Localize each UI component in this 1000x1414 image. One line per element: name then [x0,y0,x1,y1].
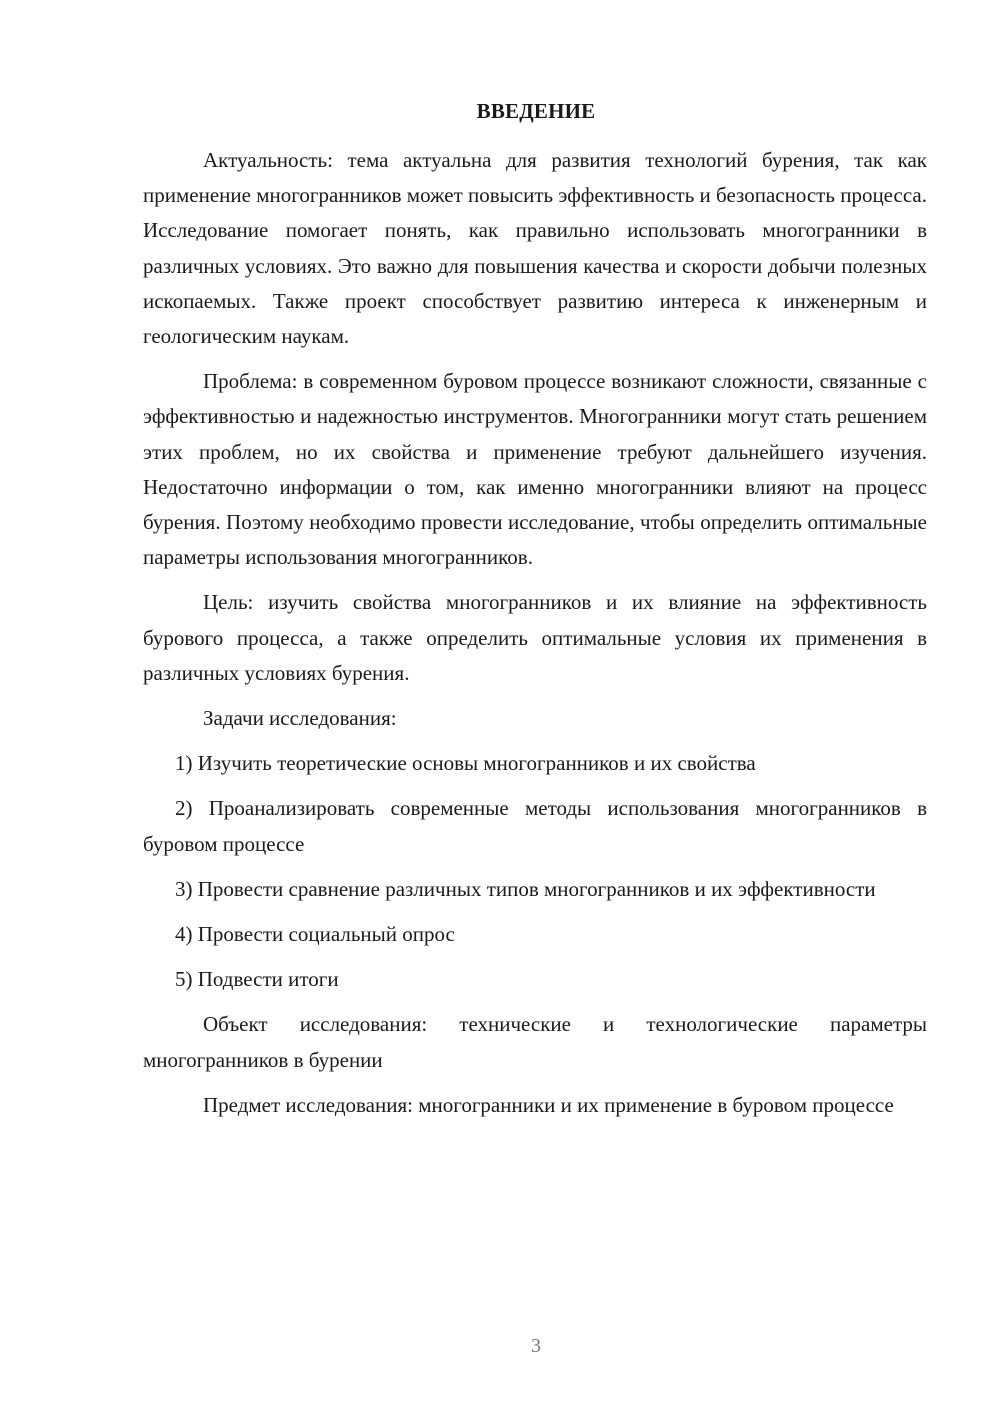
paragraph-subject: Предмет исследования: многогранники и их применение в буровом процессе [203,1092,894,1117]
page-number: 3 [531,1335,541,1357]
paragraph-relevance: Актуальность: тема актуальна для развития технологий бурения, так как применение многогранников может повысить эффективность и безопасность процесса. Исследование помогает понять, как правильно использовать многогранники в различных условиях. Это важно для повышения качества и скорости добычи полезных ископаемых. Также проект способствует развитию интереса к инженерным и геологическим наукам. [143,148,927,349]
paragraph-object: Объект исследования: технические и технологические параметры многогранников в бурении [143,1012,927,1072]
task-item-3: 3) Провести сравнение различных типов многогранников и их эффективности [175,876,876,901]
task-item-4: 4) Провести социальный опрос [175,922,455,947]
task-item-2: 2) Проанализировать современные методы использования многогранников в буровом процессе [143,796,927,856]
paragraph-problem: Проблема: в современном буровом процессе возникают сложности, связанные с эффективностью и надежностью инструментов. Многогранники могут стать решением этих проблем, но их свойства и применение требуют дальнейшего изучения. Недостаточно информации о том, как именно многогранники влияют на процесс бурения. Поэтому необходимо провести исследование, чтобы определить оптимальные параметры использования многогранников. [143,369,927,570]
task-item-5: 5) Подвести итоги [175,967,339,992]
tasks-heading: Задачи исследования: [203,706,397,731]
paragraph-goal: Цель: изучить свойства многогранников и их влияние на эффективность бурового процесса, а также определить оптимальные условия их применения в различных условиях бурения. [143,590,927,685]
body-text [143,143,927,1133]
section-heading: ВВЕДЕНИЕ [476,99,596,123]
task-item-1: 1) Изучить теоретические основы многогранников и их свойства [175,751,756,776]
